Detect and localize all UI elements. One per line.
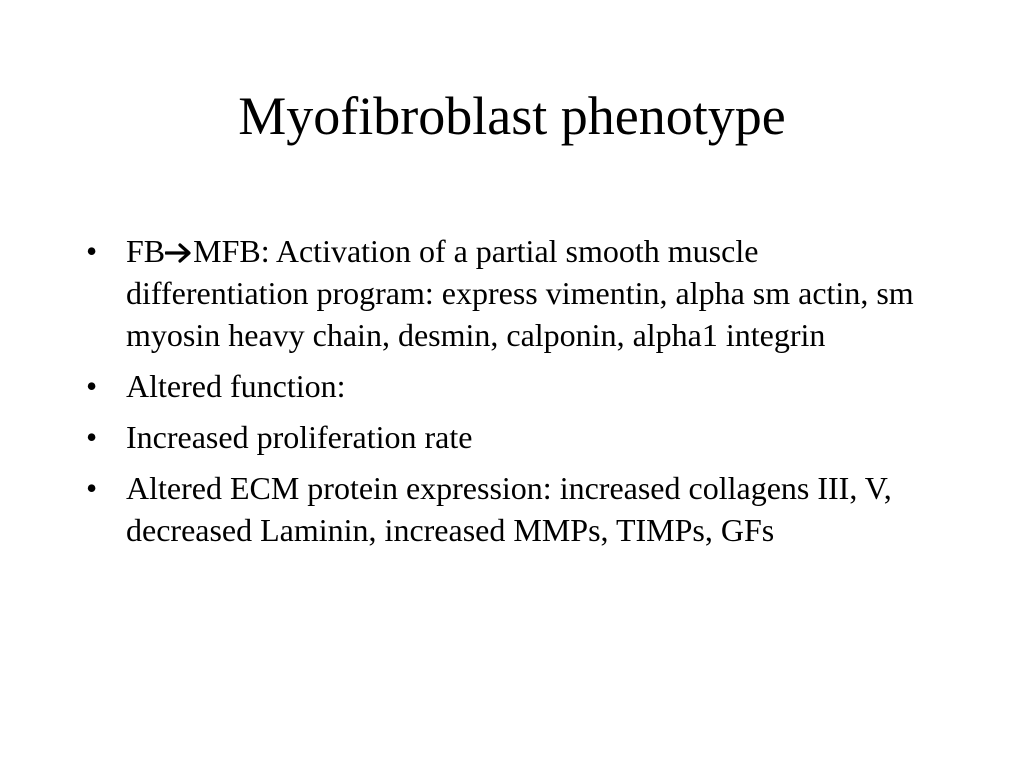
bullet-text: Increased proliferation rate [126,419,473,455]
bullet-list [84,230,944,560]
bullet-marker: • [86,470,98,506]
bullet-item-proliferation [84,416,944,458]
bullet-marker: • [86,368,98,404]
slide-title: Myofibroblast phenotype [238,86,786,146]
bullet-item-activation [84,230,944,356]
bullet-marker: • [86,233,98,269]
bullet-prefix: FB [126,233,166,269]
right-arrow-icon [165,240,193,262]
bullet-text: MFB: Activation of a partial smooth muscle differentiation program: express vimentin, alpha sm actin, sm myosin heavy chain, desmin, calponin, alpha1 integrin [126,233,914,353]
bullet-item-ecm-expression [84,467,944,551]
bullet-item-altered-function [84,365,944,407]
bullet-text: Altered function: [126,368,346,404]
bullet-text: Altered ECM protein expression: increased collagens III, V, decreased Laminin, increased MMPs, TIMPs, GFs [126,470,892,548]
bullet-marker: • [86,419,98,455]
